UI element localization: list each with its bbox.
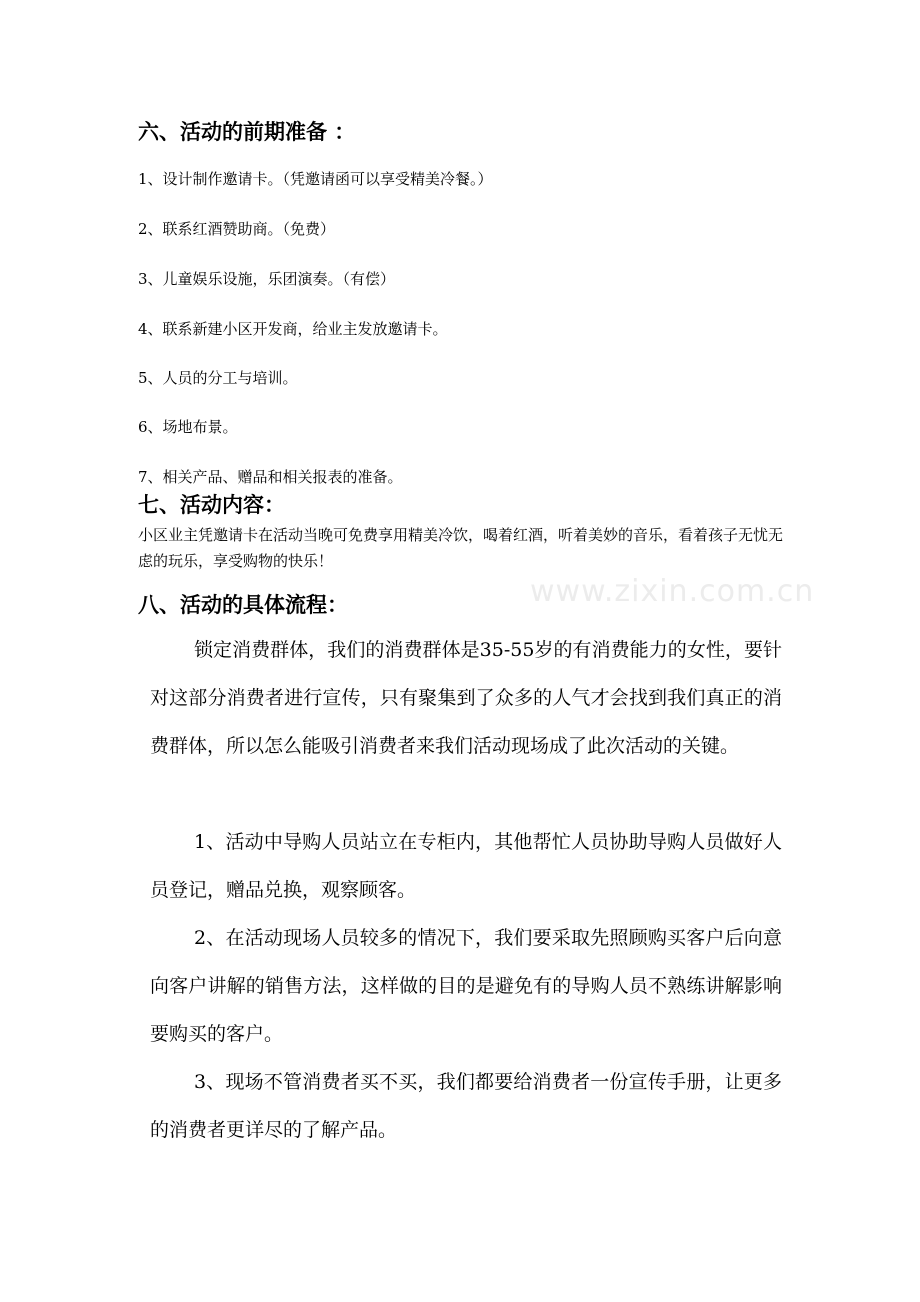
prep-item-1: 1、设计制作邀请卡。（凭邀请函可以享受精美冷餐。） bbox=[138, 170, 493, 188]
watermark: www.zixin.com.cn bbox=[530, 574, 815, 609]
process-paragraph-1: 1、活动中导购人员站立在专柜内，其他帮忙人员协助导购人员做好人员登记，赠品兑换，观察顾客。 bbox=[150, 831, 782, 901]
section-7-heading: 七、活动内容： bbox=[138, 493, 285, 517]
prep-item-6: 6、场地布景。 bbox=[138, 418, 238, 436]
prep-item-3: 3、儿童娱乐设施，乐团演奏。（有偿） bbox=[138, 270, 396, 288]
section-7-body: 小区业主凭邀请卡在活动当晚可免费享用精美冷饮，喝着红酒，听着美妙的音乐，看着孩子无忧无虑的玩乐，享受购物的快乐！ bbox=[138, 526, 784, 570]
section-8-heading: 八、活动的具体流程： bbox=[138, 593, 348, 617]
section-6-heading: 六、活动的前期准备 ： bbox=[138, 120, 356, 144]
process-paragraph-2: 2、在活动现场人员较多的情况下，我们要采取先照顾购买客户后向意向客户讲解的销售方法，这样做的目的是避免有的导购人员不熟练讲解影响要购买的客户。 bbox=[150, 927, 782, 1045]
prep-item-7: 7、相关产品、赠品和相关报表的准备。 bbox=[138, 468, 403, 486]
prep-item-2: 2、联系红酒赞助商。（免费） bbox=[138, 220, 336, 238]
prep-item-5: 5、人员的分工与培训。 bbox=[138, 369, 298, 387]
process-paragraph-intro: 锁定消费群体，我们的消费群体是35-55岁的有消费能力的女性，要针对这部分消费者进行宣传，只有聚集到了众多的人气才会找到我们真正的消费群体，所以怎么能吸引消费者来我们活动现场成了此次活动的关键。 bbox=[150, 639, 782, 757]
process-paragraph-3: 3、现场不管消费者买不买，我们都要给消费者一份宣传手册，让更多的消费者更详尽的了解产品。 bbox=[150, 1071, 782, 1141]
prep-item-4: 4、联系新建小区开发商，给业主发放邀请卡。 bbox=[138, 320, 448, 338]
